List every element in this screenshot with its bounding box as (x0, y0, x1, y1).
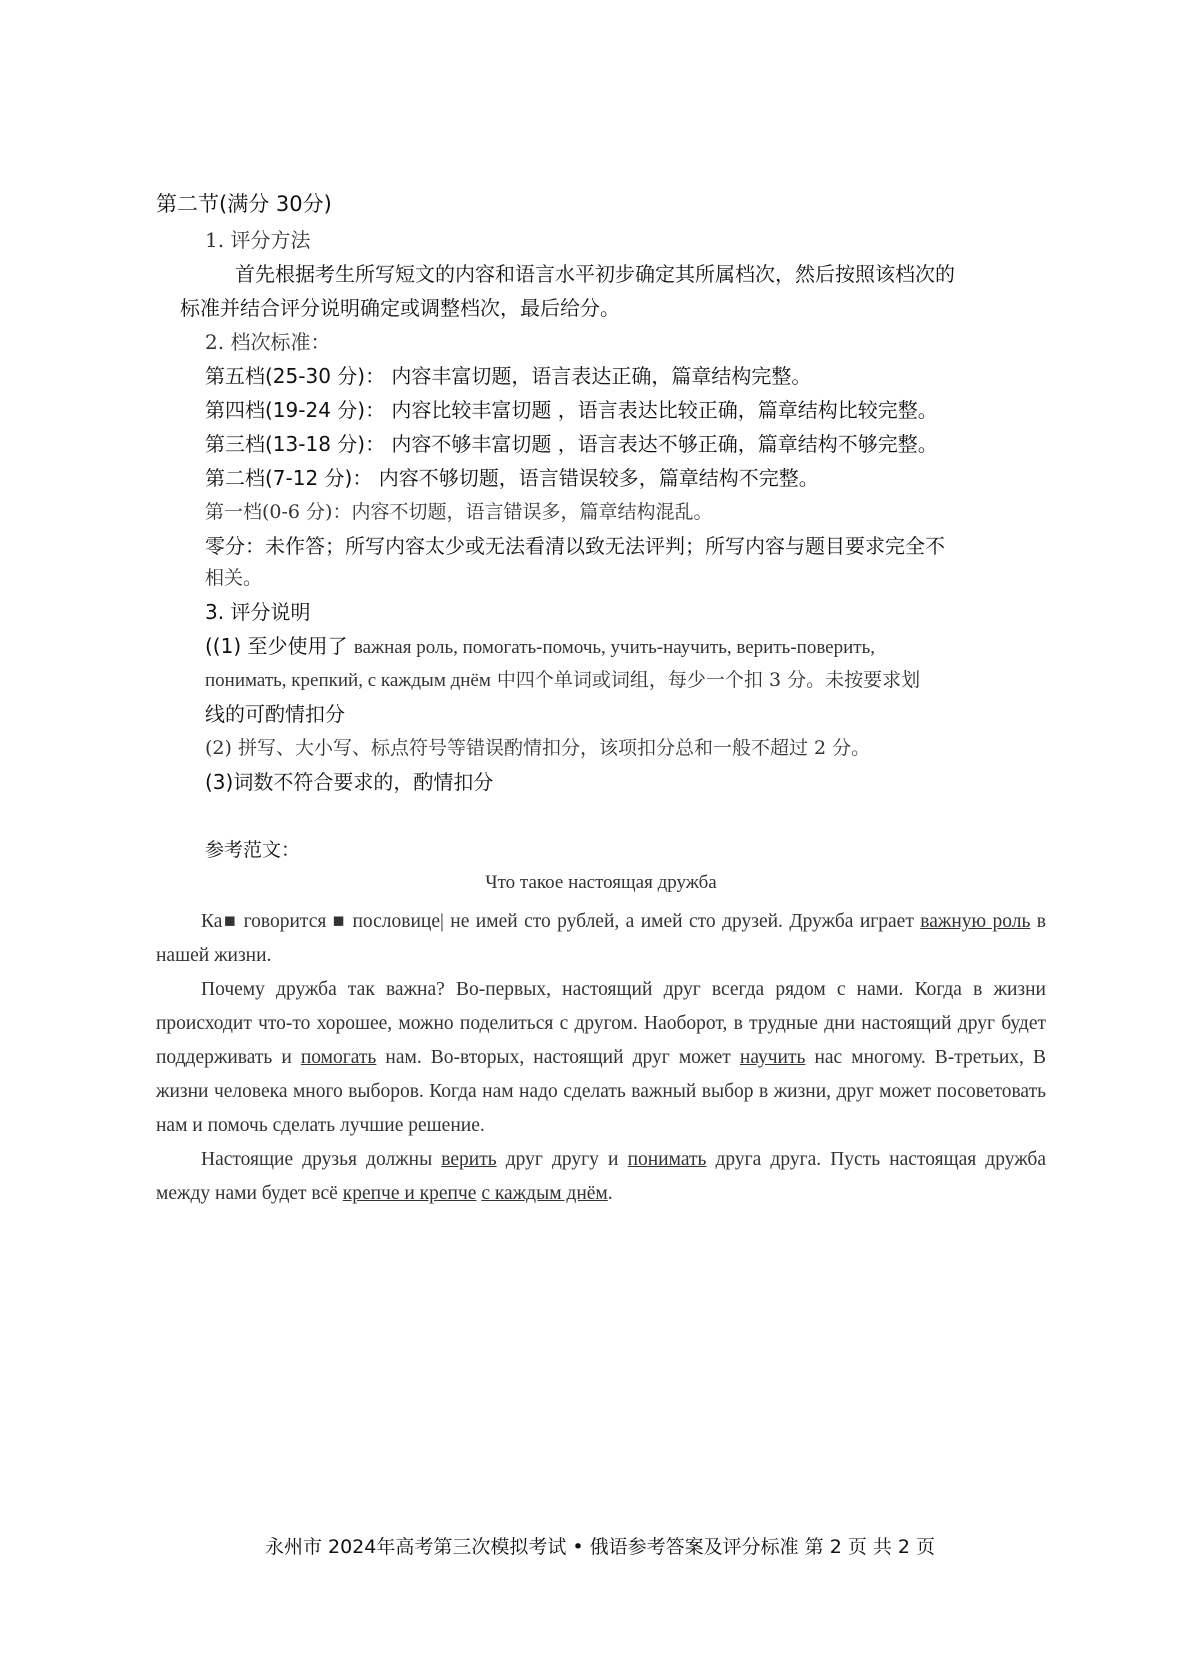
note-1-suffix: 中四个单词或词组，每少一个扣 3 分。未按要求划 (490, 669, 921, 691)
essay-p3-text: друг другу и (496, 1149, 628, 1170)
essay-p1-text: Ка■ говорится ■ пословице| не имей сто рублей, а имей сто друзей. Дружба играет (201, 911, 921, 932)
essay-p2-text: Почему дружба так важна? Во-первых, настоящий друг всегда рядом с нами. Когда в жизни происходит что-то хорошее, можно поделиться с другом. Наоборот, в трудные дни настоящий друг будет поддерживать и (156, 979, 1046, 1068)
underlined-word: научить (739, 1047, 806, 1068)
level-3: 第三档(13-18 分)： 内容不够丰富切题 ，语言表达不够正确，篇章结构不够完整。 (205, 432, 938, 456)
page-footer: 永州市 2024年高考第三次模拟考试 • 俄语参考答案及评分标准 第 2 页 共 2 页 (264, 1536, 936, 1558)
note-1-line3: 线的可酌情扣分 (205, 702, 345, 726)
note-2: (2) 拼写、大小写、标点符号等错误酌情扣分，该项扣分总和一般不超过 2 分。 (205, 737, 871, 759)
note-1-words-a: важная роль, помогать-помочь, учить-научить, верить-поверить, (353, 637, 875, 658)
zero-line2: 相关。 (205, 567, 263, 589)
underlined-word: верить (441, 1149, 497, 1170)
essay-p1-text-end: в нашей жизни. (156, 911, 1046, 966)
essay-paragraph-2 (156, 973, 1046, 1143)
essay-p3-text: Настоящие друзья должны (201, 1149, 442, 1170)
essay-paragraph-1 (156, 905, 1046, 973)
essay-paragraph-3 (156, 1143, 1046, 1211)
levels-heading: 2. 档次标准： (205, 330, 331, 354)
method-text-line2: 标准并结合评分说明确定或调整档次，最后给分。 (180, 296, 620, 320)
method-text-line1: 首先根据考生所写短文的内容和语言水平初步确定其所属档次，然后按照该档次的 (235, 262, 955, 286)
note-1-line2 (205, 666, 920, 695)
method-heading: 1. 评分方法 (205, 228, 311, 252)
level-4: 第四档(19-24 分)： 内容比较丰富切题 ，语言表达比较正确，篇章结构比较完整。 (205, 398, 938, 422)
essay-p3-text: друга друга. Пусть настоящая дружба между нами будет всё (156, 1149, 1047, 1204)
notes-heading: 3. 评分说明 (205, 600, 311, 624)
underlined-word: помогать (300, 1047, 377, 1068)
underlined-word: понимать (627, 1149, 707, 1170)
note-1-words-b: понимать, крепкий, с каждым днём (205, 670, 491, 691)
essay-p2-text-end: нас многому. В-третьих, В жизни человека много выборов. Когда нам надо сделать важный выбор в жизни, друг может посоветовать нам и помочь сделать лучшие решение. (156, 1047, 1046, 1136)
zero-line1: 零分：未作答；所写内容太少或无法看清以致无法评判；所写内容与题目要求完全不 (205, 534, 945, 558)
level-1: 第一档(0-6 分)：内容不切题，语言错误多，篇章结构混乱。 (205, 501, 713, 523)
level-2: 第二档(7-12 分)： 内容不够切题，语言错误较多，篇章结构不完整。 (205, 466, 819, 490)
sample-title: Что такое настоящая дружба (485, 872, 717, 893)
underlined-phrase: крепче и крепче (342, 1183, 477, 1204)
note-3: (3)词数不符合要求的，酌情扣分 (205, 770, 494, 794)
underlined-phrase: важную роль (920, 911, 1031, 932)
note-1-line1 (205, 632, 875, 662)
underlined-phrase: с каждым днём (481, 1183, 608, 1204)
note-1-prefix: ((1) 至少使用了 (205, 634, 354, 658)
sample-essay (156, 905, 1046, 1211)
essay-p2-text: нам. Во-вторых, настоящий друг может (376, 1047, 740, 1068)
level-5: 第五档(25-30 分)： 内容丰富切题，语言表达正确，篇章结构完整。 (205, 364, 812, 388)
essay-p3-end: . (607, 1183, 613, 1204)
sample-label: 参考范文： (205, 839, 301, 861)
section-title: 第二节(满分 30分) (156, 192, 332, 216)
